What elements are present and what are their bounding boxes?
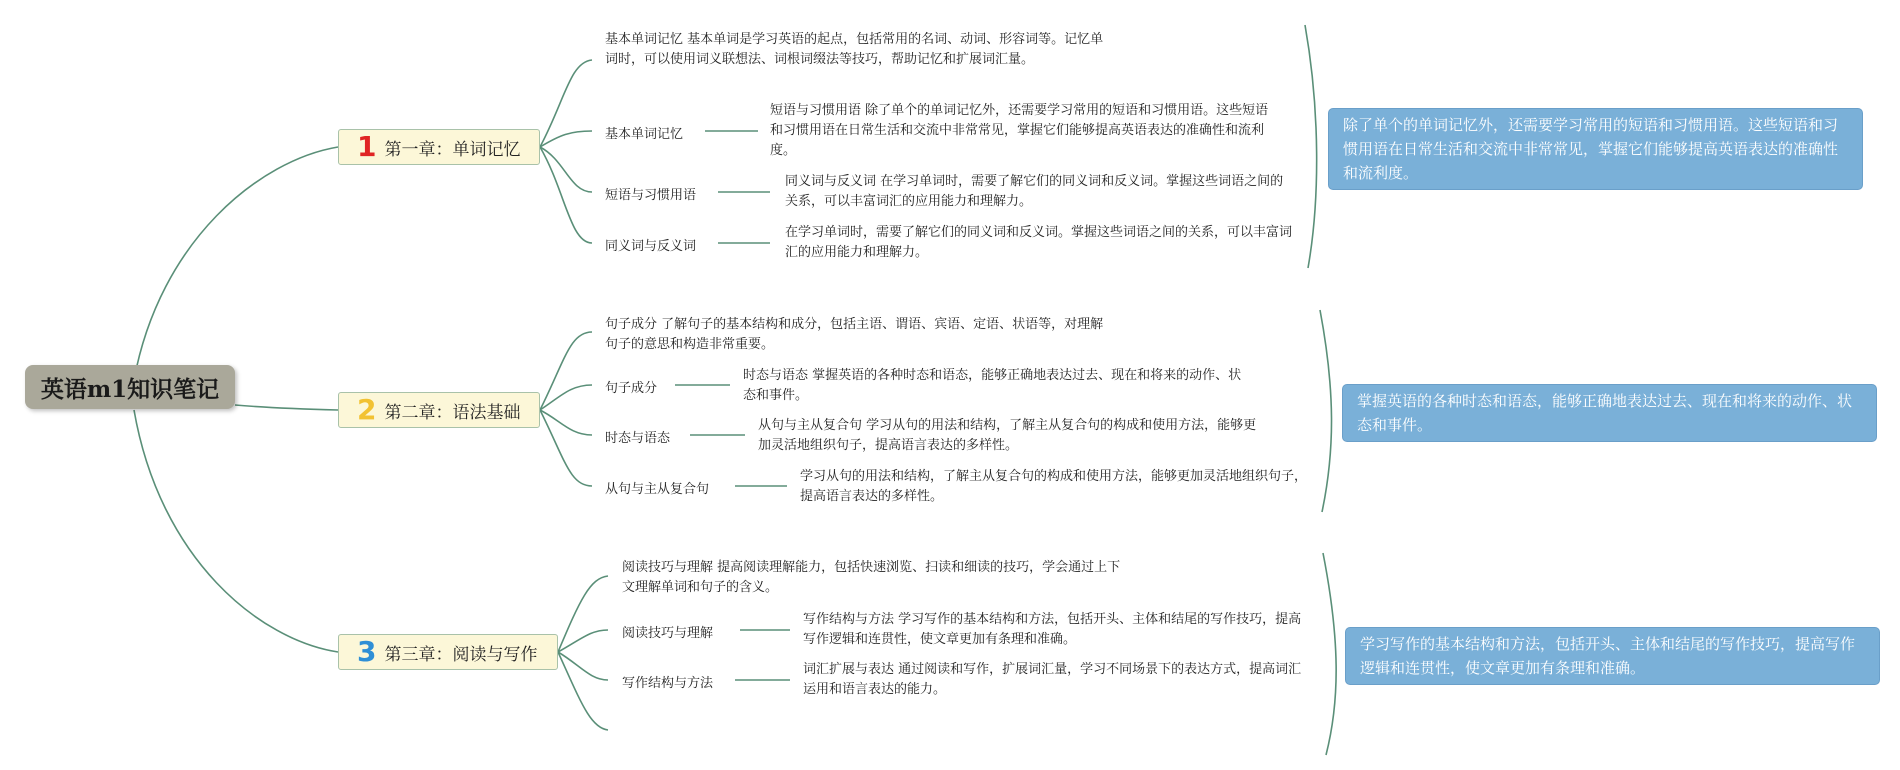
chapter-1-title: 第一章：单词记忆: [384, 139, 521, 160]
chapter-2-summary-callout[interactable]: 掌握英语的各种时态和语态，能够正确地表达过去、现在和将来的动作、状态和事件。: [1342, 384, 1877, 442]
chapter-2-topic-3-detail[interactable]: 学习从句的用法和结构，了解主从复合句的构成和使用方法，能够更加灵活地组织句子，提高语言表达的多样性。: [800, 469, 1308, 504]
chapter-2-node[interactable]: [338, 392, 540, 428]
chapter-3-number: 3: [357, 635, 377, 668]
chapter-3-intro[interactable]: 阅读技巧与理解 提高阅读理解能力，包括快速浏览、扫读和细读的技巧，学会通过上下文理解单词和句子的含义。: [622, 560, 1121, 595]
chapter-2-topic-1-detail[interactable]: 时态与语态 掌握英语的各种时态和语态，能够正确地表达过去、现在和将来的动作、状态和事件。: [743, 368, 1242, 403]
chapter-3-topic-2[interactable]: 写作结构与方法: [622, 676, 714, 691]
chapter-3-topic-2-detail[interactable]: 词汇扩展与表达 通过阅读和写作，扩展词汇量，学习不同场景下的表达方式，提高词汇运用和语言表达的能力。: [803, 662, 1302, 697]
chapter-3-title: 第三章：阅读与写作: [384, 644, 538, 665]
chapter-1-topic-3[interactable]: 同义词与反义词: [605, 239, 697, 254]
chapter-2-number: 2: [357, 393, 377, 426]
root-title: 英语m1知识笔记: [40, 375, 220, 403]
chapter-1-intro[interactable]: 基本单词记忆 基本单词是学习英语的起点，包括常用的名词、动词、形容词等。记忆单词时，可以使用词义联想法、词根词缀法等技巧，帮助记忆和扩展词汇量。: [605, 32, 1104, 67]
chapter-1-node[interactable]: [338, 129, 540, 165]
chapter-1-topic-2-detail[interactable]: 同义词与反义词 在学习单词时，需要了解它们的同义词和反义词。掌握这些词语之间的关系，可以丰富词汇的应用能力和理解力。: [785, 174, 1284, 209]
chapter-1-summary-callout[interactable]: 除了单个的单词记忆外，还需要学习常用的短语和习惯用语。这些短语和习惯用语在日常生活和交流中非常常见，掌握它们能够提高英语表达的准确性和流利度。: [1328, 108, 1863, 190]
chapter-3-node[interactable]: [338, 634, 558, 670]
chapter-1-topic-1-detail[interactable]: 短语与习惯用语 除了单个的单词记忆外，还需要学习常用的短语和习惯用语。这些短语和习惯用语在日常生活和交流中非常常见，掌握它们能够提高英语表达的准确性和流利度。: [770, 103, 1269, 158]
chapter-1-topic-2[interactable]: 短语与习惯用语: [605, 188, 697, 203]
chapter-3-topic-1[interactable]: 阅读技巧与理解: [622, 626, 714, 641]
chapter-2-title: 第二章：语法基础: [384, 402, 521, 423]
chapter-1-topic-1[interactable]: 基本单词记忆: [605, 127, 684, 142]
chapter-3-topic-1-detail[interactable]: 写作结构与方法 学习写作的基本结构和方法，包括开头、主体和结尾的写作技巧，提高写作逻辑和连贯性，使文章更加有条理和准确。: [803, 612, 1302, 647]
chapter-2-topic-2[interactable]: 时态与语态: [605, 431, 671, 446]
chapter-2-topic-1[interactable]: 句子成分: [605, 381, 658, 396]
root-node[interactable]: [25, 365, 235, 409]
chapter-2-intro[interactable]: 句子成分 了解句子的基本结构和成分，包括主语、谓语、宾语、定语、状语等，对理解句子的意思和构造非常重要。: [605, 317, 1104, 352]
chapter-3-summary-callout[interactable]: 学习写作的基本结构和方法，包括开头、主体和结尾的写作技巧，提高写作逻辑和连贯性，使文章更加有条理和准确。: [1345, 627, 1880, 685]
chapter-2-topic-3[interactable]: 从句与主从复合句: [605, 482, 710, 497]
chapter-1-topic-3-detail[interactable]: 在学习单词时，需要了解它们的同义词和反义词。掌握这些词语之间的关系，可以丰富词汇的应用能力和理解力。: [785, 225, 1293, 260]
chapter-1-number: 1: [357, 130, 377, 163]
chapter-2-topic-2-detail[interactable]: 从句与主从复合句 学习从句的用法和结构，了解主从复合句的构成和使用方法，能够更加灵活地组织句子，提高语言表达的多样性。: [758, 418, 1257, 453]
